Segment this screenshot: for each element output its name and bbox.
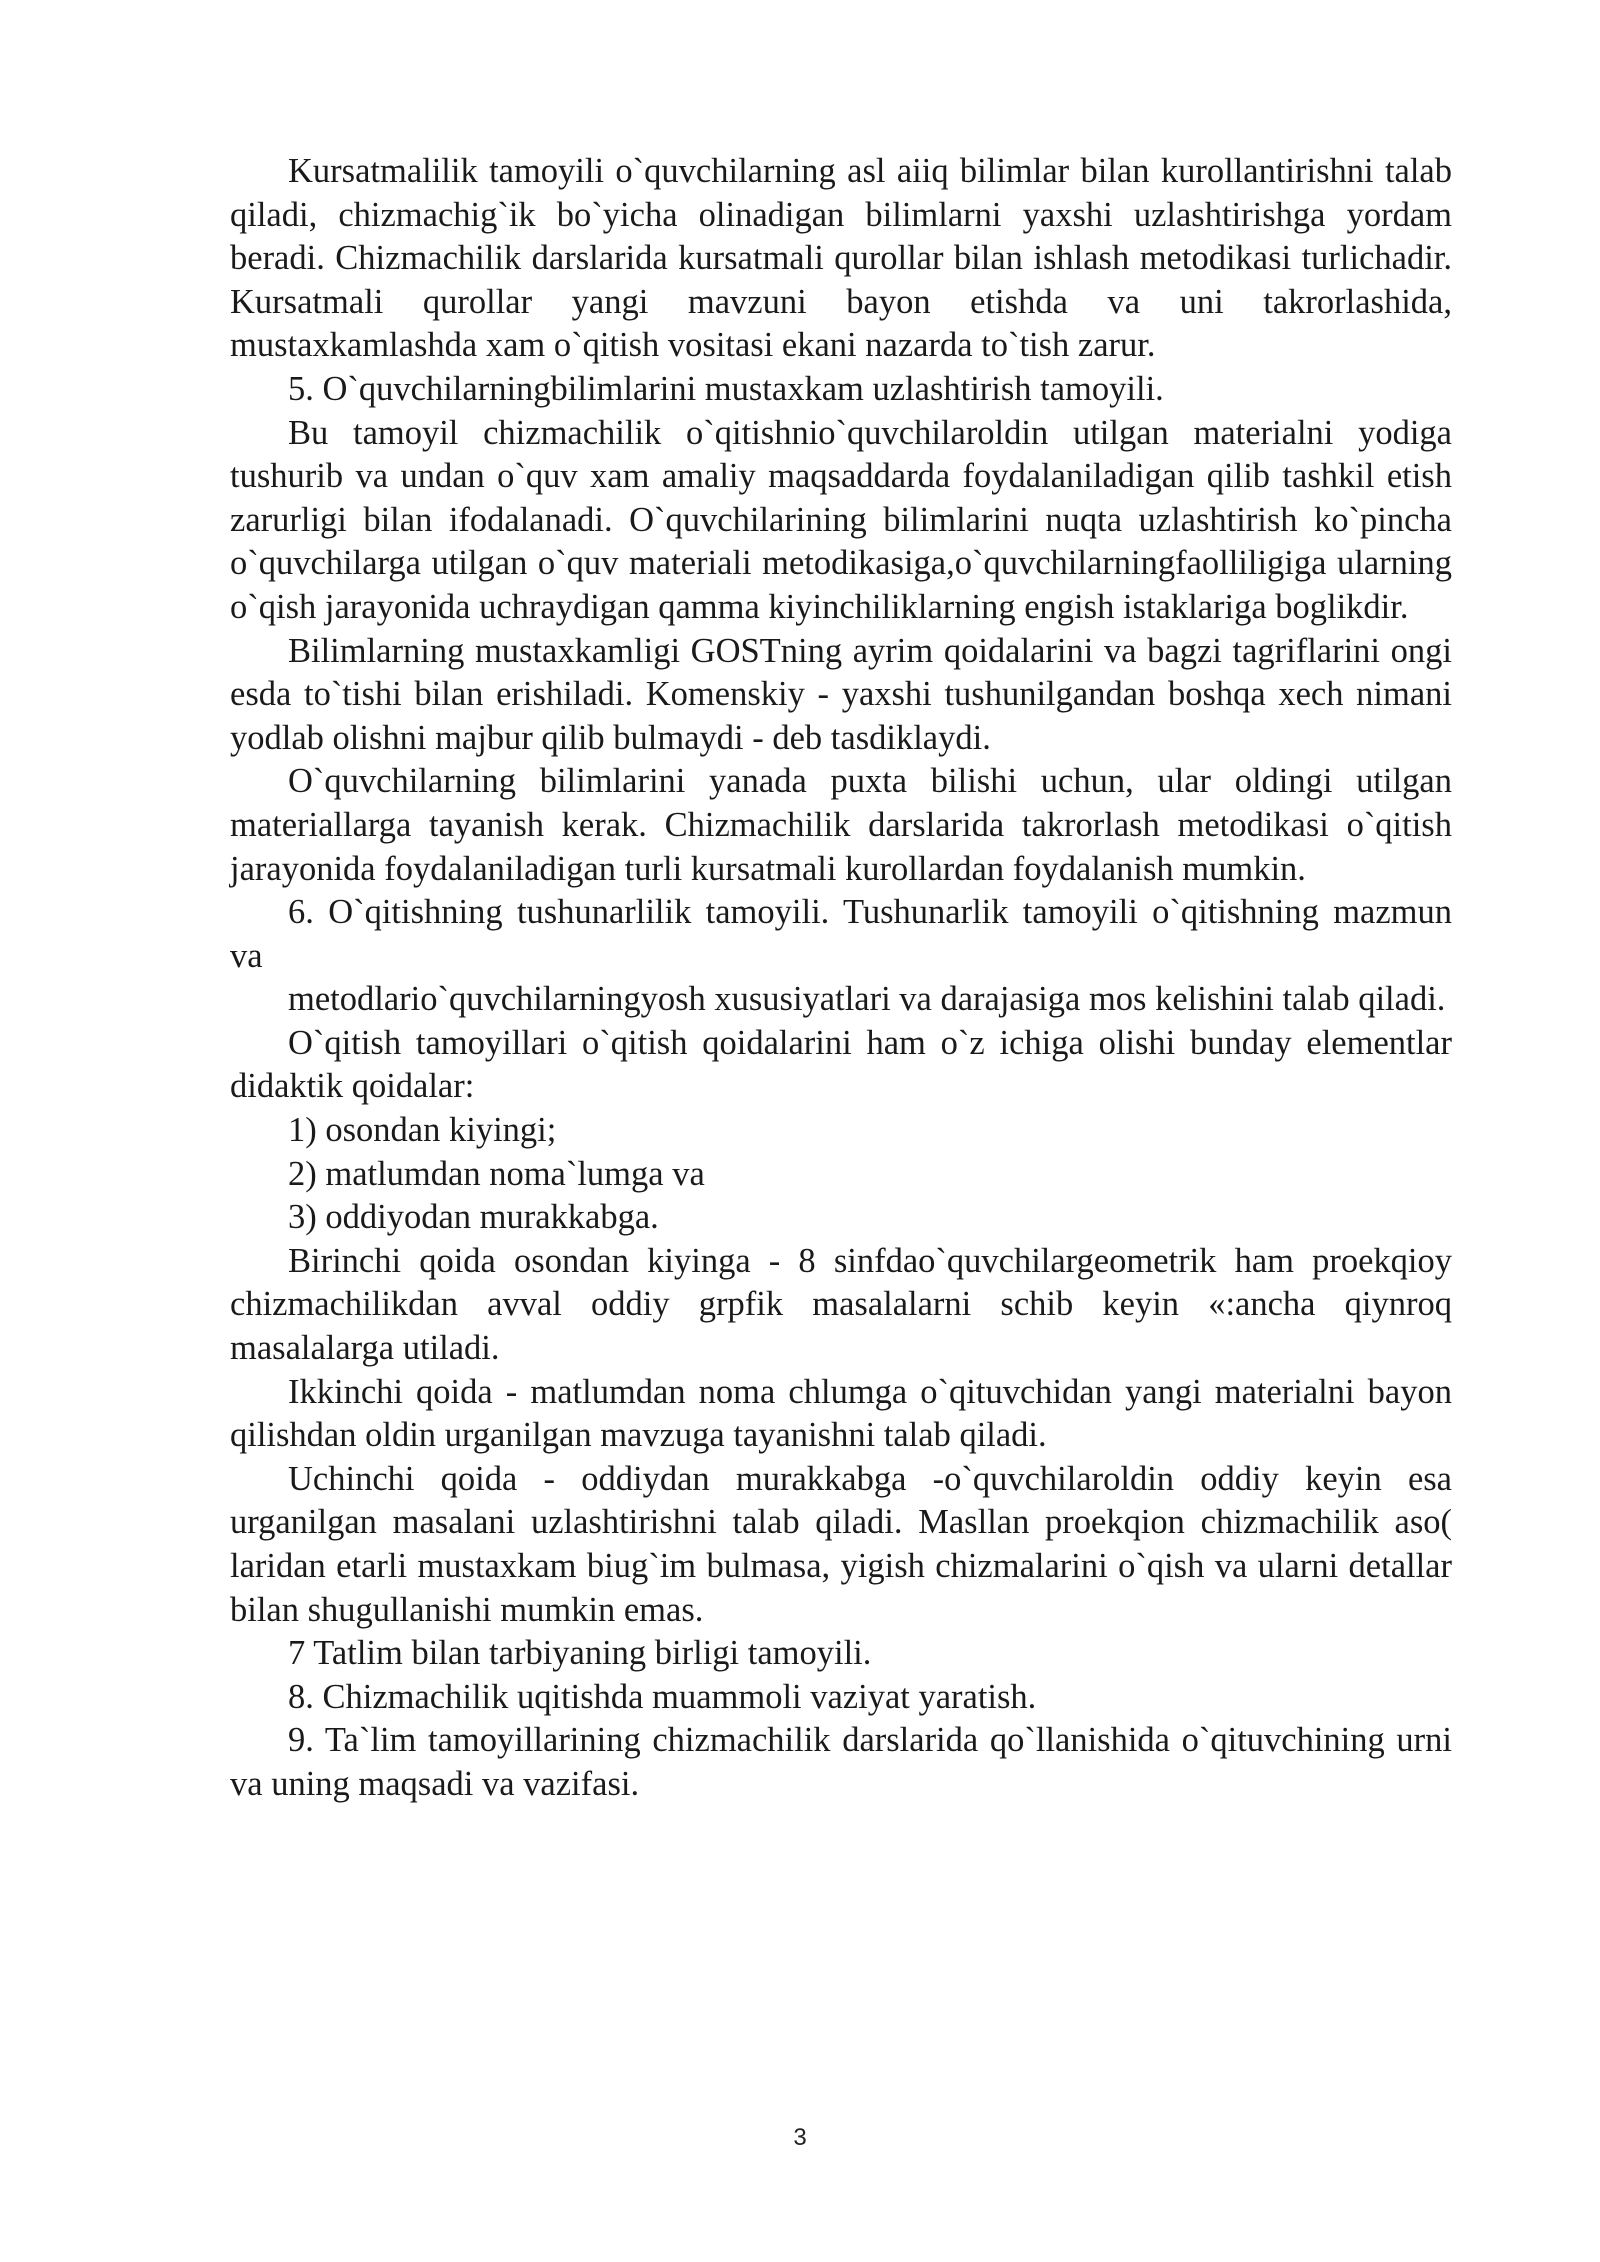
list-item-rule-2: 2) matlumdan noma`lumga va	[288, 1154, 705, 1193]
paragraph-didactic-rules: O`qitish tamoyillari o`qitish qoidalarini ham o`z ichiga olishi bunday elementlar didaktik qoidalar:	[230, 1023, 1452, 1106]
page-body	[230, 150, 1452, 1807]
heading-principle-7: 7 Tatlim bilan tarbiyaning birligi tamoyili.	[288, 1634, 872, 1673]
heading-principle-5: 5. O`quvchilarningbilimlarini mustaxkam uzlashtirish tamoyili.	[288, 369, 1164, 408]
heading-principle-8: 8. Chizmachilik uqitishda muammoli vaziyat yaratish.	[288, 1677, 1037, 1716]
paragraph-knowledge-strength: Bilimlarning mustaxkamligi GOSTning ayrim qoidalarini va bagzi tagriflarini ongi esda to`tishi bilan erishiladi. Komenskiy - yaxshi tushunilgandan boshqa xech nimani yodlab olishni majbur qilib bulmaydi - deb tasdiklaydi.	[230, 631, 1452, 757]
heading-principle-9: 9. Ta`lim tamoyillarining chizmachilik darslarida qo`llanishida o`qituvchining urni va uning maqsadi va vazifasi.	[230, 1721, 1452, 1803]
page-number: 3	[793, 2124, 807, 2151]
paragraph-principle-6-text: metodlario`quvchilarningyosh xususiyatlari va darajasiga mos kelishini talab qiladi.	[288, 980, 1446, 1019]
paragraph-rule-second: Ikkinchi qoida - matlumdan noma chlumga o`qituvchidan yangi materialni bayon qilishdan oldin urganilgan mavzuga tayanishni talab qiladi.	[230, 1372, 1452, 1455]
paragraph-rule-first: Birinchi qoida osondan kiyinga - 8 sinfdao`quvchilargeometrik ham proekqioy chizmachilikdan avval oddiy grpfik masalalarni schib keyin «:ancha qiynroq masalalarga utiladi.	[230, 1241, 1452, 1368]
paragraph-intro: Kursatmalilik tamoyili o`quvchilarning asl aiiq bilimlar bilan kurollantirishni talab qiladi, chizmachig`ik bo`yicha olinadigan bilimlarni yaxshi uzlashtirishga yordam beradi. Chizmachilik darslarida kursatmali qurollar bilan ishlash metodikasi turlichadir. Kursatmali qurollar yangi mavzuni bayon etishda va uni takrorlashida, mustaxkamlashda xam o`qitish vositasi ekani nazarda to`tish zarur.	[230, 152, 1452, 365]
paragraph-prior-material: O`quvchilarning bilimlarini yanada puxta bilishi uchun, ular oldingi utilgan materiallarga tayanish kerak. Chizmachilik darslarida takrorlash metodikasi o`qitish jarayonida foydalaniladigan turli kursatmali kurollardan foydalanish mumkin.	[230, 762, 1452, 888]
heading-principle-6: 6. O`qitishning tushunarlilik tamoyili. Tushunarlik tamoyili o`qitishning mazmun va	[230, 893, 1452, 975]
list-item-rule-1: 1) osondan kiyingi;	[288, 1111, 557, 1150]
paragraph-principle-5-text: Bu tamoyil chizmachilik o`qitishnio`quvchilaroldin utilgan materialni yodiga tushurib va undan o`quv xam amaliy maqsaddarda foydalaniladigan qilib tashkil etish zarurligi bilan ifodalanadi. O`quvchilarining bilimlarini nuqta uzlashtirish ko`pincha o`quvchilarga utilgan o`quv materiali metodikasiga,o`quvchilarningfaolliligiga ularning o`qish jarayonida uchraydigan qamma kiyinchiliklarning engish istaklariga boglikdir.	[230, 413, 1452, 626]
list-item-rule-3: 3) oddiyodan murakkabga.	[288, 1198, 659, 1237]
paragraph-rule-third: Uchinchi qoida - oddiydan murakkabga -o`quvchilaroldin oddiy keyin esa urganilgan masalani uzlashtirishni talab qiladi. Masllan proekqion chizmachilik aso( laridan etarli mustaxkam biug`im bulmasa, yigish chizmalarini o`qish va ularni detallar bilan shugullanishi mumkin emas.	[230, 1459, 1452, 1629]
